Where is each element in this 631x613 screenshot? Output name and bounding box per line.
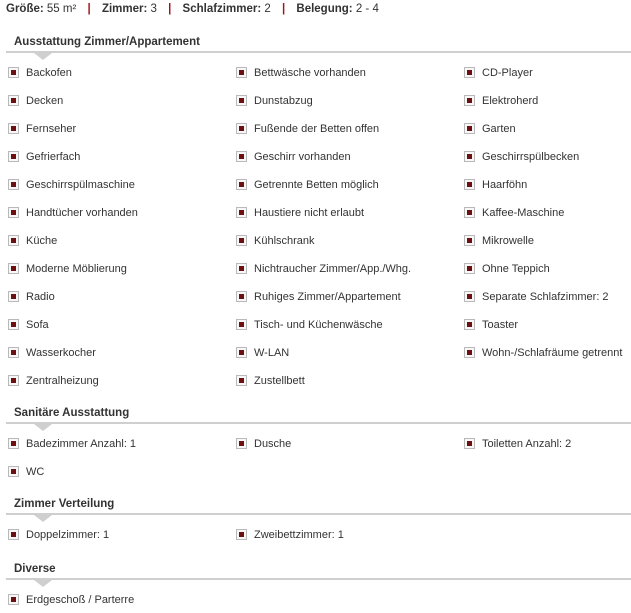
checkbox-checked-icon xyxy=(236,67,247,78)
feature-item xyxy=(8,65,72,81)
feature-label: Sofa xyxy=(26,319,49,331)
summary-separator: | xyxy=(87,3,91,15)
section-sanitary xyxy=(6,404,631,486)
feature-item xyxy=(464,289,609,305)
feature-label: Küche xyxy=(26,235,58,247)
feature-grid xyxy=(6,426,631,486)
checkbox-checked-icon xyxy=(236,123,247,134)
checkbox-checked-icon xyxy=(464,347,475,358)
feature-label: Erdgeschoß / Parterre xyxy=(26,594,135,606)
feature-item xyxy=(236,65,366,81)
checkbox-checked-icon xyxy=(8,235,19,246)
section-equipment xyxy=(6,33,631,385)
feature-item xyxy=(464,345,622,361)
checkbox-checked-icon xyxy=(236,291,247,302)
feature-label: Ruhiges Zimmer/Appartement xyxy=(254,291,401,303)
feature-label: Geschirrspülmaschine xyxy=(26,179,135,191)
feature-label: Elektroherd xyxy=(482,95,539,107)
checkbox-checked-icon xyxy=(8,151,19,162)
feature-item xyxy=(8,527,109,543)
size-value: 55 m² xyxy=(46,3,77,15)
rooms-value: 3 xyxy=(150,3,157,15)
feature-item xyxy=(236,233,315,249)
feature-label: Geschirrspülbecken xyxy=(482,151,580,163)
feature-item xyxy=(236,149,351,165)
feature-item xyxy=(8,261,127,277)
feature-item xyxy=(464,93,538,109)
feature-label: W-LAN xyxy=(254,347,290,359)
feature-label: Toaster xyxy=(482,319,519,331)
feature-item xyxy=(8,205,138,221)
property-summary xyxy=(6,1,379,17)
feature-item xyxy=(464,177,527,193)
feature-item xyxy=(8,177,135,193)
section-title: Diverse xyxy=(14,563,56,575)
checkbox-checked-icon xyxy=(464,151,475,162)
feature-item xyxy=(8,345,96,361)
summary-separator: | xyxy=(281,3,286,15)
feature-item xyxy=(236,373,305,389)
feature-item xyxy=(464,149,579,165)
checkbox-checked-icon xyxy=(236,347,247,358)
checkbox-checked-icon xyxy=(8,291,19,302)
feature-label: Fernseher xyxy=(26,123,77,135)
checkbox-checked-icon xyxy=(8,466,19,477)
feature-item xyxy=(8,233,57,249)
checkbox-checked-icon xyxy=(8,179,19,190)
section-title: Zimmer Verteilung xyxy=(14,498,115,510)
checkbox-checked-icon xyxy=(236,263,247,274)
feature-label: Mikrowelle xyxy=(482,235,534,247)
feature-item xyxy=(236,205,364,221)
section-title: Sanitäre Ausstattung xyxy=(14,407,130,419)
feature-label: Kaffee-Maschine xyxy=(482,207,565,219)
checkbox-checked-icon xyxy=(464,123,475,134)
checkbox-checked-icon xyxy=(464,263,475,274)
checkbox-checked-icon xyxy=(236,235,247,246)
feature-label: Wohn-/Schlafräume getrennt xyxy=(482,347,623,359)
checkbox-checked-icon xyxy=(8,529,19,540)
feature-grid xyxy=(6,55,631,385)
feature-item xyxy=(464,65,533,81)
feature-item xyxy=(8,93,63,109)
feature-label: Decken xyxy=(26,95,64,107)
feature-label: Handtücher vorhanden xyxy=(26,207,138,219)
checkbox-checked-icon xyxy=(236,529,247,540)
feature-item xyxy=(236,261,411,277)
feature-label: Badezimmer Anzahl: 1 xyxy=(26,438,137,450)
checkbox-checked-icon xyxy=(236,438,247,449)
occupancy-value: 2 - 4 xyxy=(355,3,379,15)
checkbox-checked-icon xyxy=(8,438,19,449)
checkbox-checked-icon xyxy=(8,207,19,218)
checkbox-checked-icon xyxy=(8,95,19,106)
feature-label: Haustiere nicht erlaubt xyxy=(254,207,365,219)
feature-item xyxy=(8,592,134,608)
feature-item xyxy=(8,289,55,305)
feature-label: CD-Player xyxy=(482,67,533,79)
feature-grid xyxy=(6,582,631,612)
feature-item xyxy=(236,93,313,109)
feature-item xyxy=(8,464,44,480)
feature-item xyxy=(464,317,518,333)
checkbox-checked-icon xyxy=(464,291,475,302)
feature-item xyxy=(464,205,564,221)
section-divider xyxy=(6,578,631,580)
feature-item xyxy=(236,527,344,543)
feature-label: Haarföhn xyxy=(482,179,528,191)
checkbox-checked-icon xyxy=(464,438,475,449)
checkbox-checked-icon xyxy=(236,319,247,330)
feature-label: Radio xyxy=(26,291,55,303)
checkbox-checked-icon xyxy=(464,179,475,190)
feature-label: Getrennte Betten möglich xyxy=(254,179,379,191)
checkbox-checked-icon xyxy=(236,179,247,190)
feature-label: Tisch- und Küchenwäsche xyxy=(254,319,383,331)
feature-label: Zentralheizung xyxy=(26,375,99,387)
feature-label: Garten xyxy=(482,123,516,135)
checkbox-checked-icon xyxy=(464,319,475,330)
checkbox-checked-icon xyxy=(236,151,247,162)
feature-item xyxy=(236,289,401,305)
feature-item xyxy=(236,177,379,193)
bedrooms-value: 2 xyxy=(264,3,271,15)
feature-label: Wasserkocher xyxy=(26,347,96,359)
section-distribution xyxy=(6,495,631,547)
feature-label: Backofen xyxy=(26,67,72,79)
feature-item xyxy=(464,121,516,137)
checkbox-checked-icon xyxy=(464,67,475,78)
feature-item xyxy=(236,121,379,137)
feature-grid xyxy=(6,517,631,547)
feature-label: Separate Schlafzimmer: 2 xyxy=(482,291,609,303)
feature-label: Zweibettzimmer: 1 xyxy=(254,529,344,541)
checkbox-checked-icon xyxy=(464,207,475,218)
checkbox-checked-icon xyxy=(464,235,475,246)
feature-label: Bettwäsche vorhanden xyxy=(254,67,366,79)
section-header xyxy=(6,495,631,517)
summary-separator: | xyxy=(168,3,172,15)
feature-label: Geschirr vorhanden xyxy=(254,151,351,163)
checkbox-checked-icon xyxy=(8,375,19,386)
section-misc xyxy=(6,560,631,612)
feature-item xyxy=(236,436,291,452)
feature-label: Nichtraucher Zimmer/App./Whg. xyxy=(254,263,412,275)
feature-label: Ohne Teppich xyxy=(482,263,550,275)
feature-label: Moderne Möblierung xyxy=(26,263,127,275)
feature-label: Kühlschrank xyxy=(254,235,315,247)
feature-item xyxy=(8,373,99,389)
checkbox-checked-icon xyxy=(236,95,247,106)
section-header xyxy=(6,560,631,582)
feature-item xyxy=(464,261,550,277)
feature-label: Doppelzimmer: 1 xyxy=(26,529,110,541)
feature-item xyxy=(464,233,534,249)
feature-label: Fußende der Betten offen xyxy=(254,123,380,135)
feature-item xyxy=(464,436,571,452)
feature-label: Toiletten Anzahl: 2 xyxy=(482,438,572,450)
checkbox-checked-icon xyxy=(8,594,19,605)
feature-item xyxy=(8,436,136,452)
feature-label: Dusche xyxy=(254,438,292,450)
section-divider xyxy=(6,51,631,53)
checkbox-checked-icon xyxy=(464,95,475,106)
checkbox-checked-icon xyxy=(8,347,19,358)
section-title: Ausstattung Zimmer/Appartement xyxy=(14,36,200,48)
feature-label: WC xyxy=(26,466,45,478)
occupancy-label: Belegung: xyxy=(296,3,353,15)
checkbox-checked-icon xyxy=(236,207,247,218)
bedrooms-label: Schlafzimmer: xyxy=(182,3,262,15)
section-divider xyxy=(6,513,631,515)
feature-item xyxy=(8,149,80,165)
checkbox-checked-icon xyxy=(8,263,19,274)
checkbox-checked-icon xyxy=(8,123,19,134)
feature-label: Dunstabzug xyxy=(254,95,313,107)
rooms-label: Zimmer: xyxy=(101,3,148,15)
checkbox-checked-icon xyxy=(236,375,247,386)
feature-item xyxy=(8,317,49,333)
section-header xyxy=(6,404,631,426)
size-label: Größe: xyxy=(6,3,44,15)
feature-item xyxy=(236,317,383,333)
checkbox-checked-icon xyxy=(8,319,19,330)
section-divider xyxy=(6,422,631,424)
section-header xyxy=(6,33,631,55)
feature-label: Zustellbett xyxy=(254,375,305,387)
feature-item xyxy=(236,345,289,361)
checkbox-checked-icon xyxy=(8,67,19,78)
feature-item xyxy=(8,121,76,137)
feature-label: Gefrierfach xyxy=(26,151,81,163)
